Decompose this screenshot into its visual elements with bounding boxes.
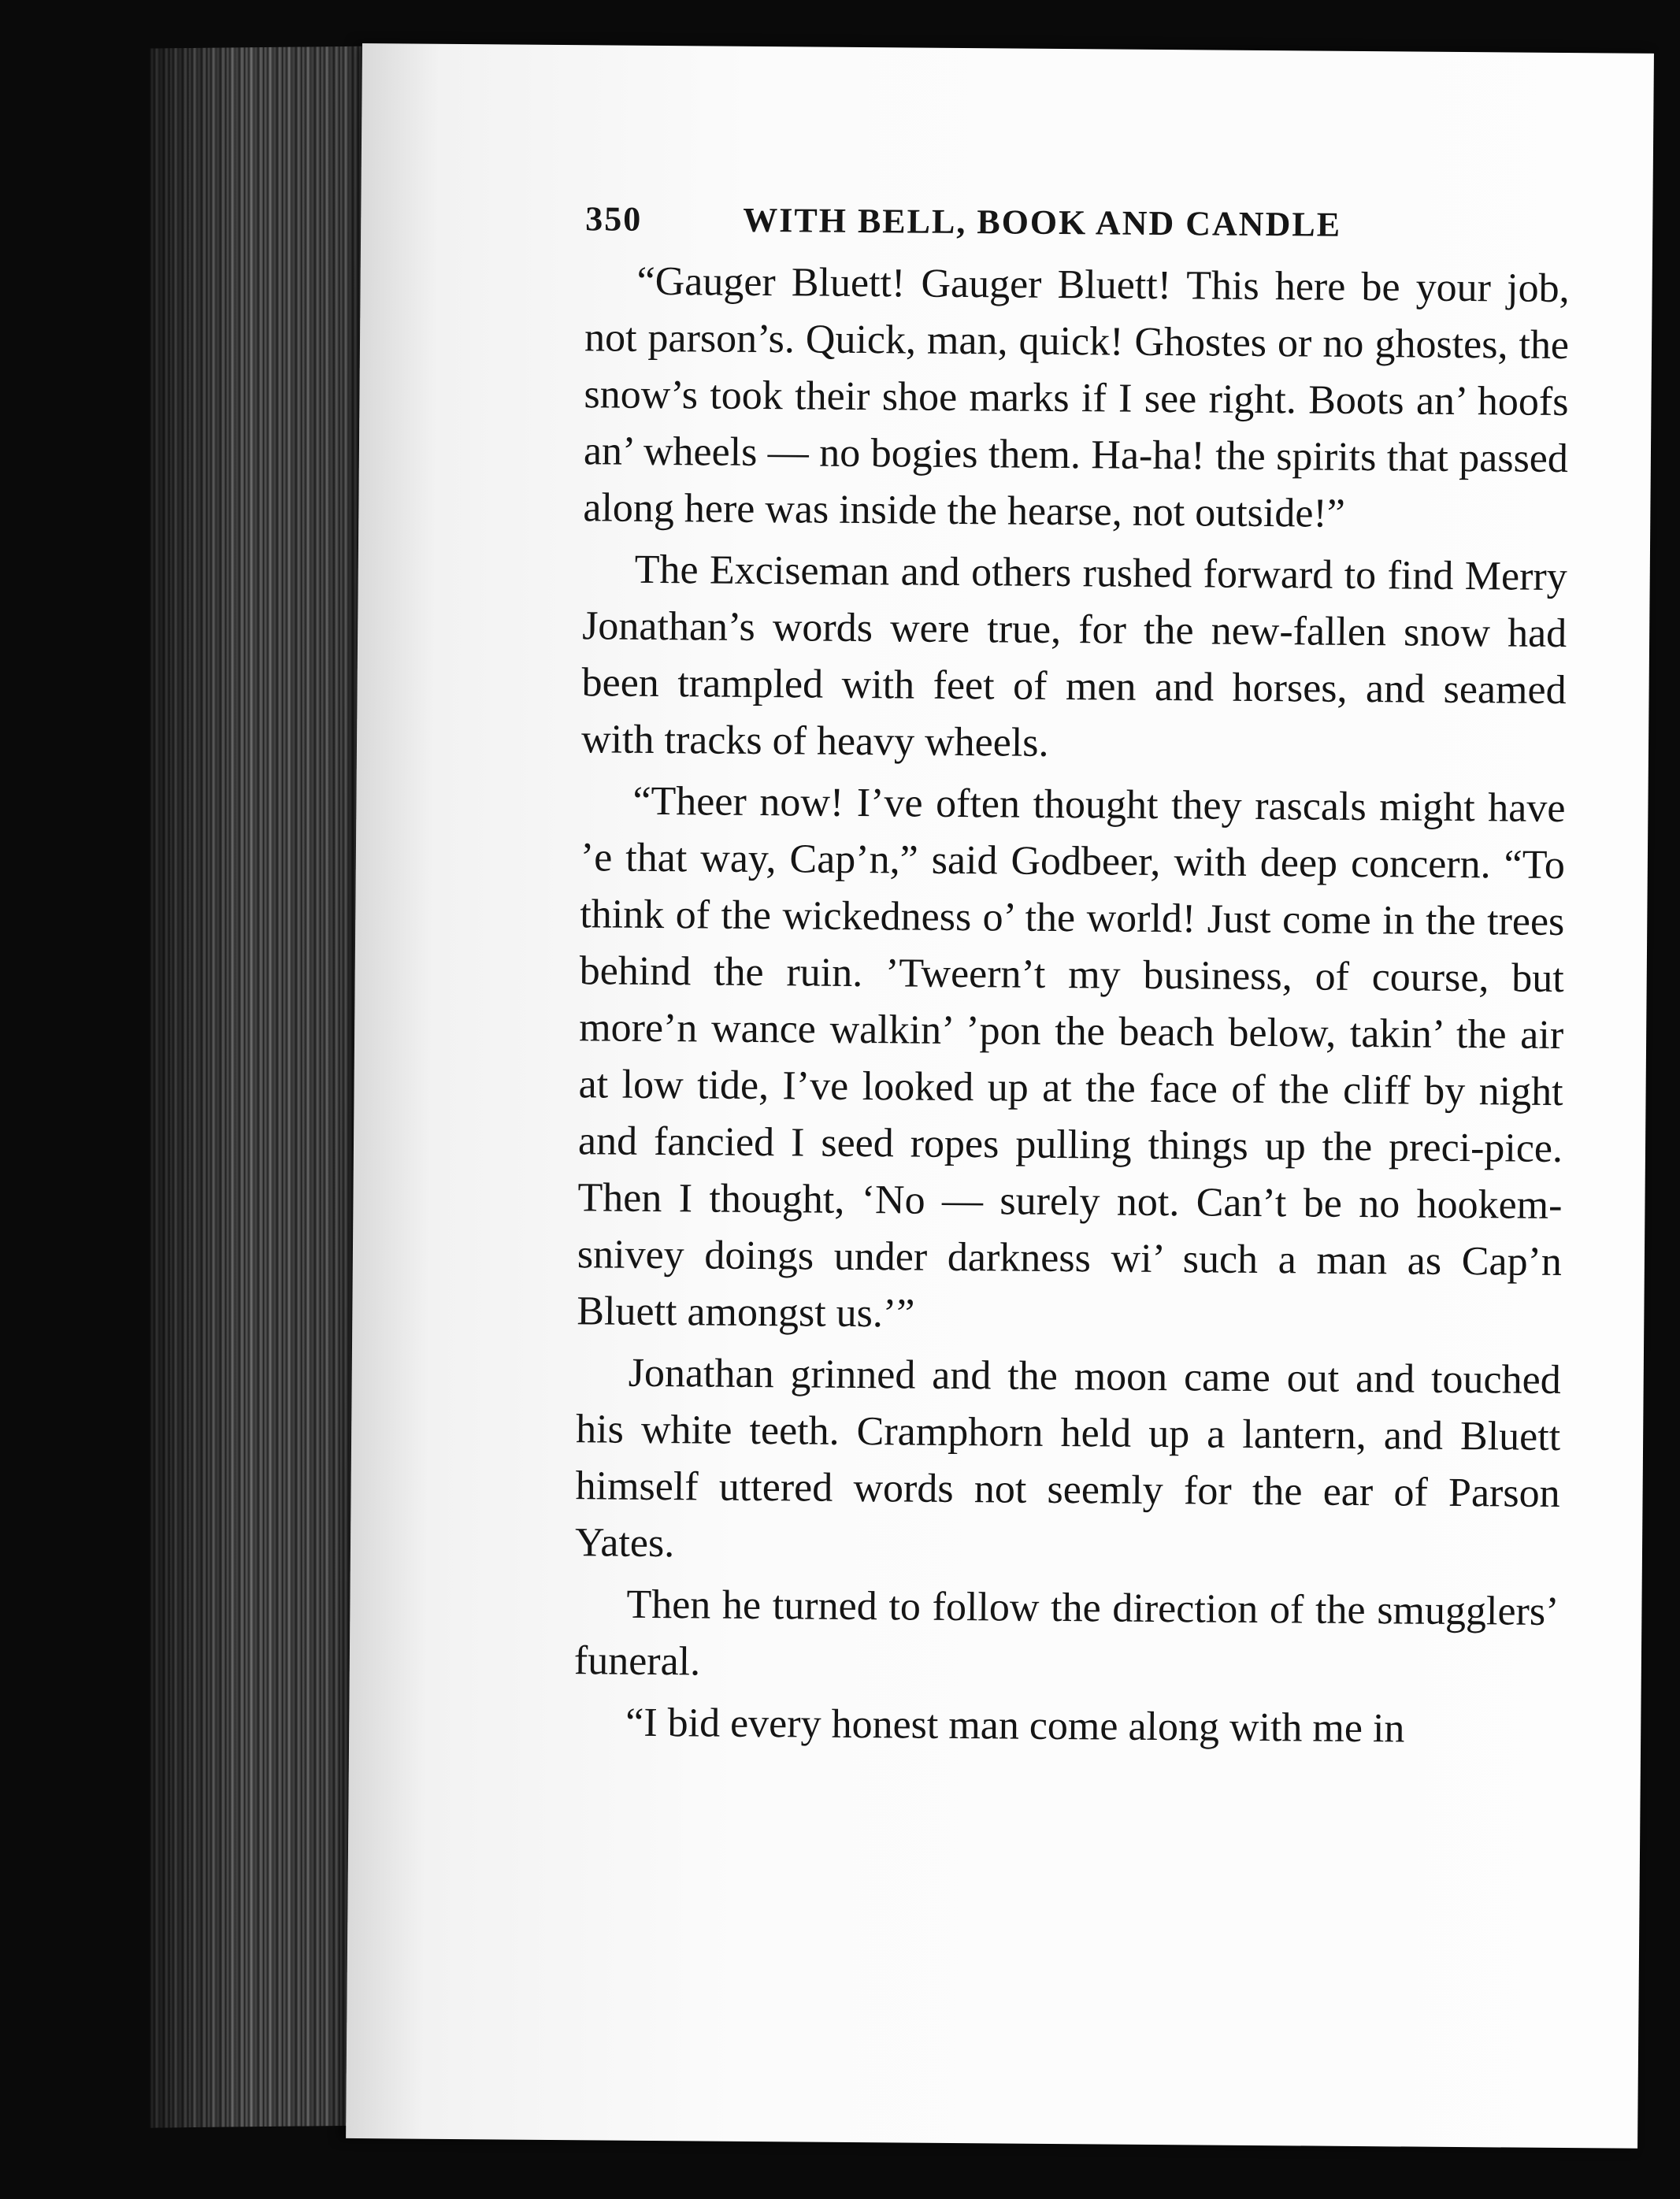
paragraph: “Theer now! I’ve often thought they rascals might have ’e that way, Cap’n,” said Godbeer, with deep concern. “To think of the wickedness o’ the world! Just come in the trees behind the ruin. ’Tweern’t my business, of course, but more’n wance walkin’ ’pon the beach below, takin’ the air at low tide, I’ve looked up at the face of the cliff by night and fancied I seed ropes pulling things up the preci-pice. Then I thought, ‘No — surely not. Can’t be no hookem-snivey doings under darkness wi’ such a man as Cap’n Bluett amongst us.’”: [577, 778, 1566, 1337]
book-page: [346, 43, 1654, 2149]
running-title: WITH BELL, BOOK AND CANDLE: [743, 200, 1342, 244]
paragraph: “I bid every honest man come along with me in: [625, 1700, 1405, 1752]
body-text: [573, 253, 1570, 1759]
paragraph: The Exciseman and others rushed forward to find Merry Jonathan’s words were true, for the new-fallen snow had been trampled with feet of men and horses, and seamed with tracks of heavy wheels.: [580, 547, 1567, 766]
paragraph: “Gauger Bluett! Gauger Bluett! This here be your job, not parson’s. Quick, man, quick! Ghostes or no ghostes, the snow’s took their shoe marks if I see right. Boots an’ hoofs an’ wheels — no bogies them. Ha-ha! the spirits that passed along here was inside the hearse, not outside!”: [583, 258, 1570, 536]
running-head: [585, 198, 1570, 247]
page-number: 350: [585, 199, 643, 239]
page-content: [573, 198, 1570, 1763]
paragraph: Then he turned to follow the direction of the smugglers’ funeral.: [573, 1582, 1559, 1685]
paragraph: Jonathan grinned and the moon came out and touched his white teeth. Cramphorn held up a lantern, and Bluett himself uttered words not seemly for the ear of Parson Yates.: [574, 1350, 1561, 1567]
